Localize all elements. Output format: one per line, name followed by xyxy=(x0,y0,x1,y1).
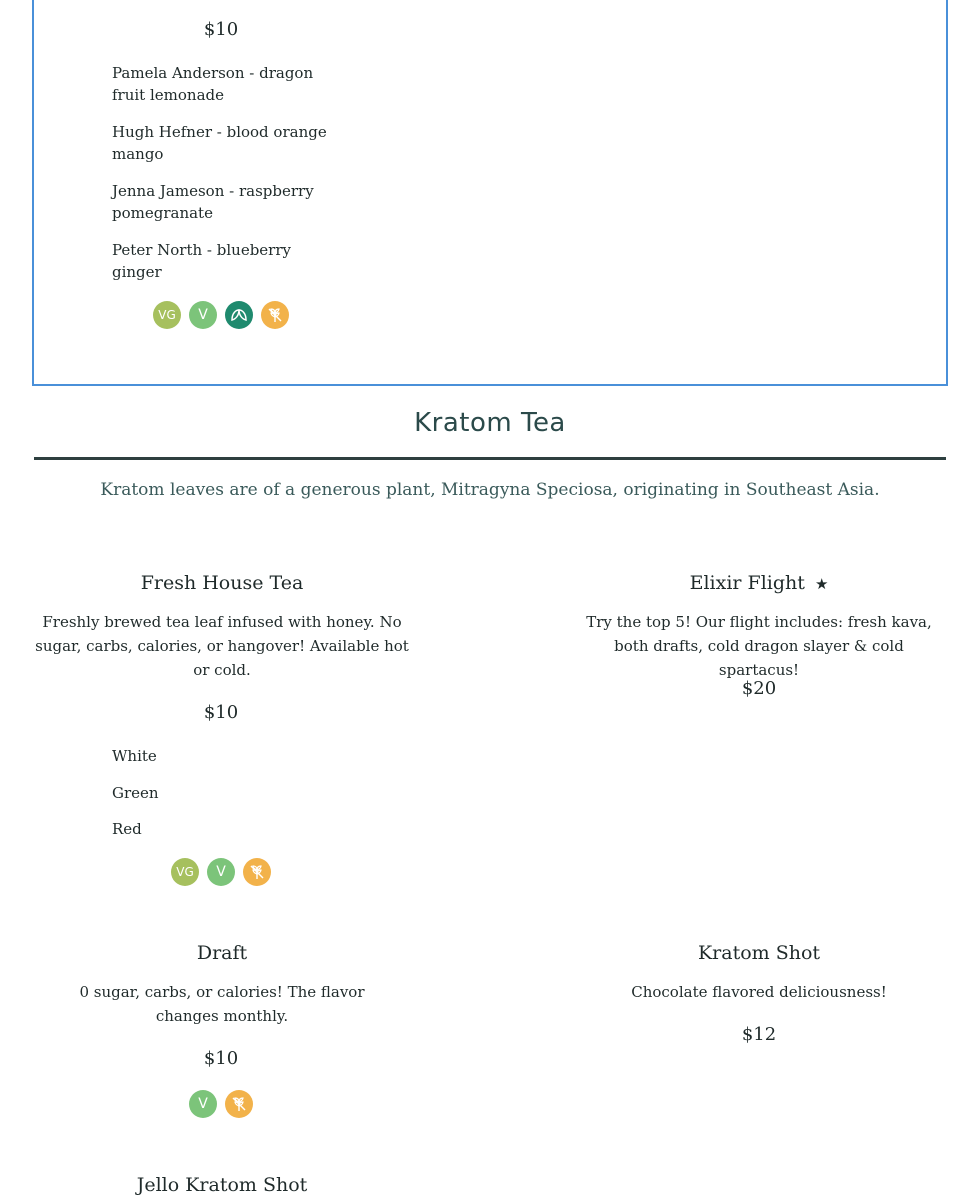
leaf-icon xyxy=(225,301,253,329)
item-title: Elixir Flight xyxy=(689,572,805,594)
vegan-badge: VG xyxy=(153,301,181,329)
option-item: White xyxy=(112,747,157,765)
vegan-badge: VG xyxy=(171,858,199,886)
item-description: Chocolate flavored deliciousness! xyxy=(631,983,887,1001)
gluten-free-wheat-icon xyxy=(225,1090,253,1118)
section-description: Kratom leaves are of a generous plant, Mitragyna Speciosa, originating in Southeast Asia. xyxy=(100,480,880,500)
item-price: $12 xyxy=(741,1024,777,1045)
option-item: Green xyxy=(112,784,159,802)
item-description: Try the top 5! Our flight includes: fresh kava, both drafts, cold dragon slayer & cold spartacus! xyxy=(586,613,932,679)
item-title: Fresh House Tea xyxy=(140,572,304,594)
section-divider xyxy=(34,457,946,460)
item-description: 0 sugar, carbs, or calories! The flavor changes monthly. xyxy=(79,983,365,1025)
item-title: Draft xyxy=(196,942,248,964)
vegetarian-badge: V xyxy=(189,1090,217,1118)
item-price: $10 xyxy=(203,19,239,40)
item-price: $10 xyxy=(203,1048,239,1069)
gluten-free-wheat-icon xyxy=(261,301,289,329)
item-title: Jello Kratom Shot xyxy=(136,1174,308,1196)
option-item: Jenna Jameson - raspberry pomegranate xyxy=(112,182,314,222)
option-item: Hugh Hefner - blood orange mango xyxy=(112,123,327,163)
section-title: Kratom Tea xyxy=(414,408,566,438)
vegetarian-badge: V xyxy=(207,858,235,886)
item-title: Kratom Shot xyxy=(697,942,821,964)
gluten-free-wheat-icon xyxy=(243,858,271,886)
item-price: $10 xyxy=(203,702,239,723)
item-title-row xyxy=(572,572,946,594)
star-icon: ★ xyxy=(814,575,829,593)
vegetarian-badge: V xyxy=(189,301,217,329)
item-description: Freshly brewed tea leaf infused with honey. No sugar, carbs, calories, or hangover! Available hot or cold. xyxy=(35,613,409,679)
option-item: Pamela Anderson - dragon fruit lemonade xyxy=(112,64,314,104)
option-item: Red xyxy=(112,820,142,838)
item-price: $20 xyxy=(741,678,777,699)
option-item: Peter North - blueberry ginger xyxy=(112,241,291,281)
